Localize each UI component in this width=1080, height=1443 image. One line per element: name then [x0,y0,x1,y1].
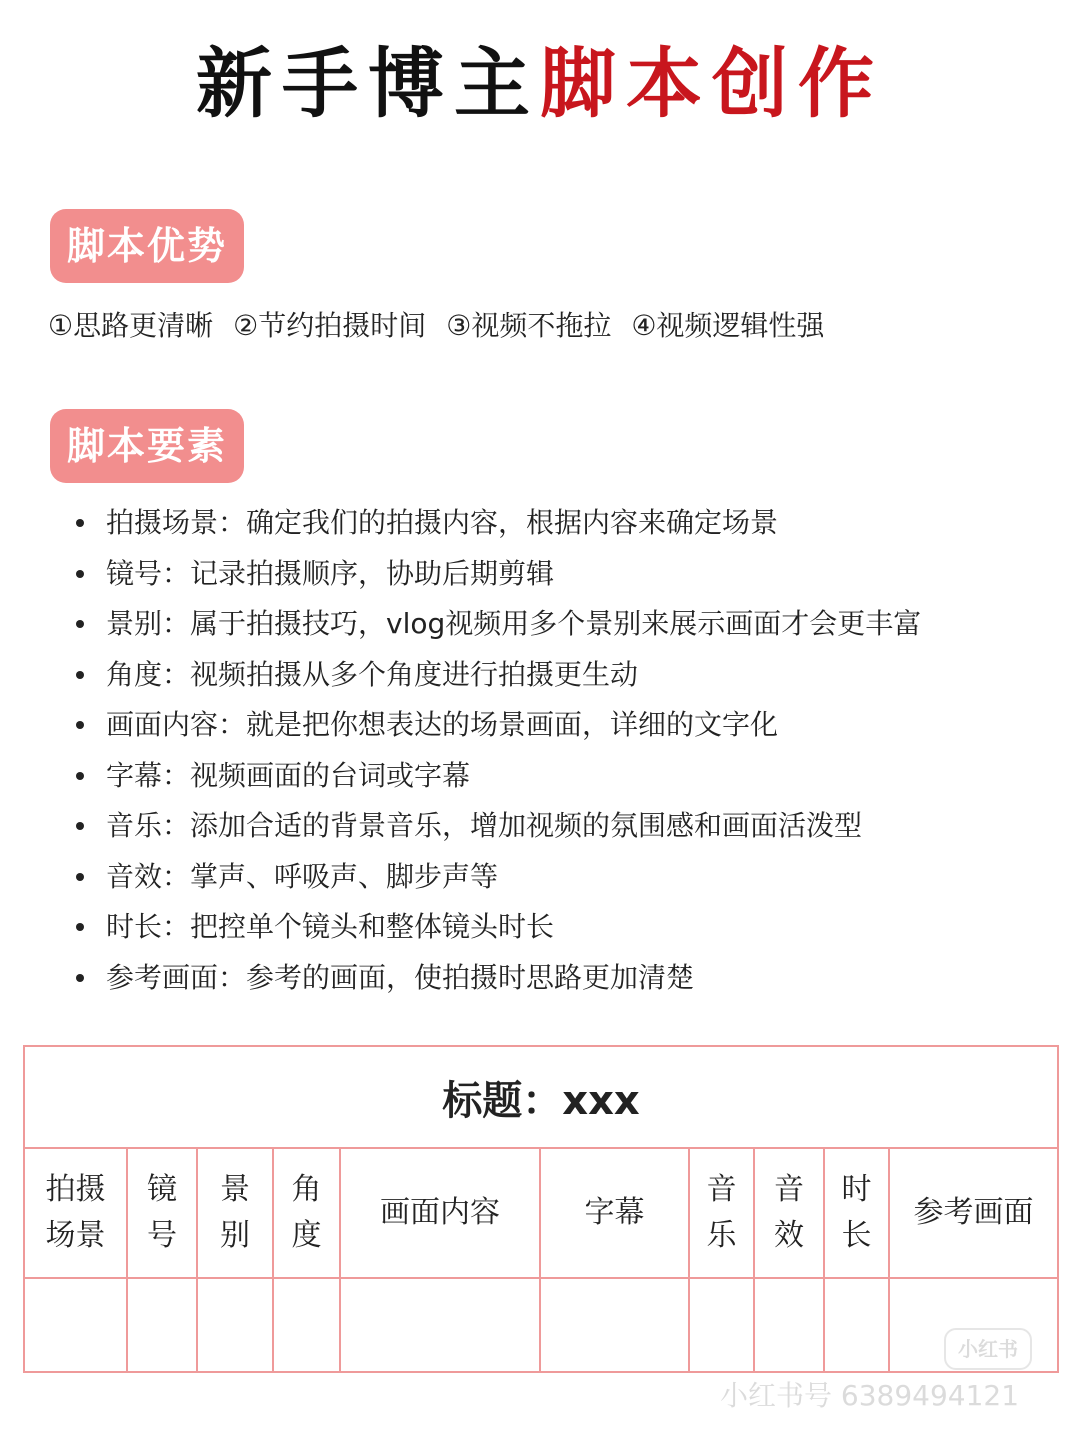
list-item [72,902,1032,953]
page-title-black: 新手博主 [196,39,540,128]
bullet-icon [76,822,84,830]
table-header-cell: 字幕 [540,1148,689,1278]
table-header-cell [197,1148,273,1278]
list-item-text: 画面内容：就是把你想表达的场景画面，详细的文字化 [106,708,779,741]
bullet-icon [76,519,84,527]
list-item-text: 时长：把控单个镜头和整体镜头时长 [106,910,555,943]
list-item [72,953,1032,1004]
advantage-item: ③视频不拖拉 [446,309,612,342]
list-item-text: 景别：属于拍摄技巧，vlog视频用多个景别来展示画面才会更丰富 [106,607,922,640]
table-header-text: 拍摄场景 [45,1172,106,1253]
table-header-cell: 画面内容 [340,1148,540,1278]
table-title: 标题：xxx [24,1046,1058,1148]
bullet-icon [76,772,84,780]
list-item [72,700,1032,751]
advantage-item: ②节约拍摄时间 [233,309,427,342]
table-header-text: 镜号 [147,1172,177,1253]
list-item-text: 音效：掌声、呼吸声、脚步声等 [106,859,499,893]
table-header-text: 角度 [291,1172,322,1253]
list-item-text: 镜号：记录拍摄顺序，协助后期剪辑 [106,556,555,590]
section-badge-advantages: 脚本优势 [50,209,244,283]
table-header-cell [24,1148,127,1278]
table-header-cell [689,1148,754,1278]
table-header-text: 景别 [220,1172,250,1253]
table-header-cell [273,1148,340,1278]
list-item-text: 拍摄场景：确定我们的拍摄内容，根据内容来确定场景 [106,506,779,539]
list-item [72,599,1032,650]
list-item-text: 参考画面：参考的画面，使拍摄时思路更加清楚 [106,960,695,994]
table-header-text: 音效 [774,1172,804,1253]
bullet-icon [76,721,84,729]
table-header-text: 音乐 [706,1172,737,1253]
script-template-table [23,1045,1059,1373]
table-row [24,1278,1058,1372]
watermark-id: 小红书号 6389494121 [720,1379,1020,1412]
bullet-icon [76,620,84,628]
table-cell [127,1278,197,1372]
list-item-text: 角度：视频拍摄从多个角度进行拍摄更生动 [106,657,639,691]
table-header-cell [824,1148,889,1278]
list-item [72,650,1032,701]
bullet-icon [76,873,84,881]
list-item [72,751,1032,802]
page-title [0,36,1080,132]
table-cell [540,1278,689,1372]
table-header-cell: 参考画面 [889,1148,1058,1278]
table-cell [689,1278,754,1372]
table-header-cell [754,1148,824,1278]
advantages-list [48,304,1048,348]
advantage-item: ④视频逻辑性强 [631,309,825,342]
bullet-icon [76,923,84,931]
table-cell [197,1278,273,1372]
watermark-logo: 小红书 [944,1328,1032,1370]
table-cell [754,1278,824,1372]
table-header-cell [127,1148,197,1278]
section-badge-elements: 脚本要素 [50,409,244,483]
list-item [72,852,1032,903]
table-cell [273,1278,340,1372]
list-item [72,549,1032,600]
page-title-red: 脚本创作 [540,39,884,128]
table-header-text: 时长 [841,1172,872,1253]
bullet-icon [76,570,84,578]
bullet-icon [76,974,84,982]
elements-list [72,498,1032,1003]
list-item [72,801,1032,852]
table-cell [824,1278,889,1372]
table-cell [340,1278,540,1372]
list-item-text: 音乐：添加合适的背景音乐，增加视频的氛围感和画面活泼型 [106,809,863,842]
bullet-icon [76,671,84,679]
table-cell [24,1278,127,1372]
advantage-item: ①思路更清晰 [48,309,214,342]
list-item-text: 字幕：视频画面的台词或字幕 [106,758,471,792]
list-item [72,498,1032,549]
